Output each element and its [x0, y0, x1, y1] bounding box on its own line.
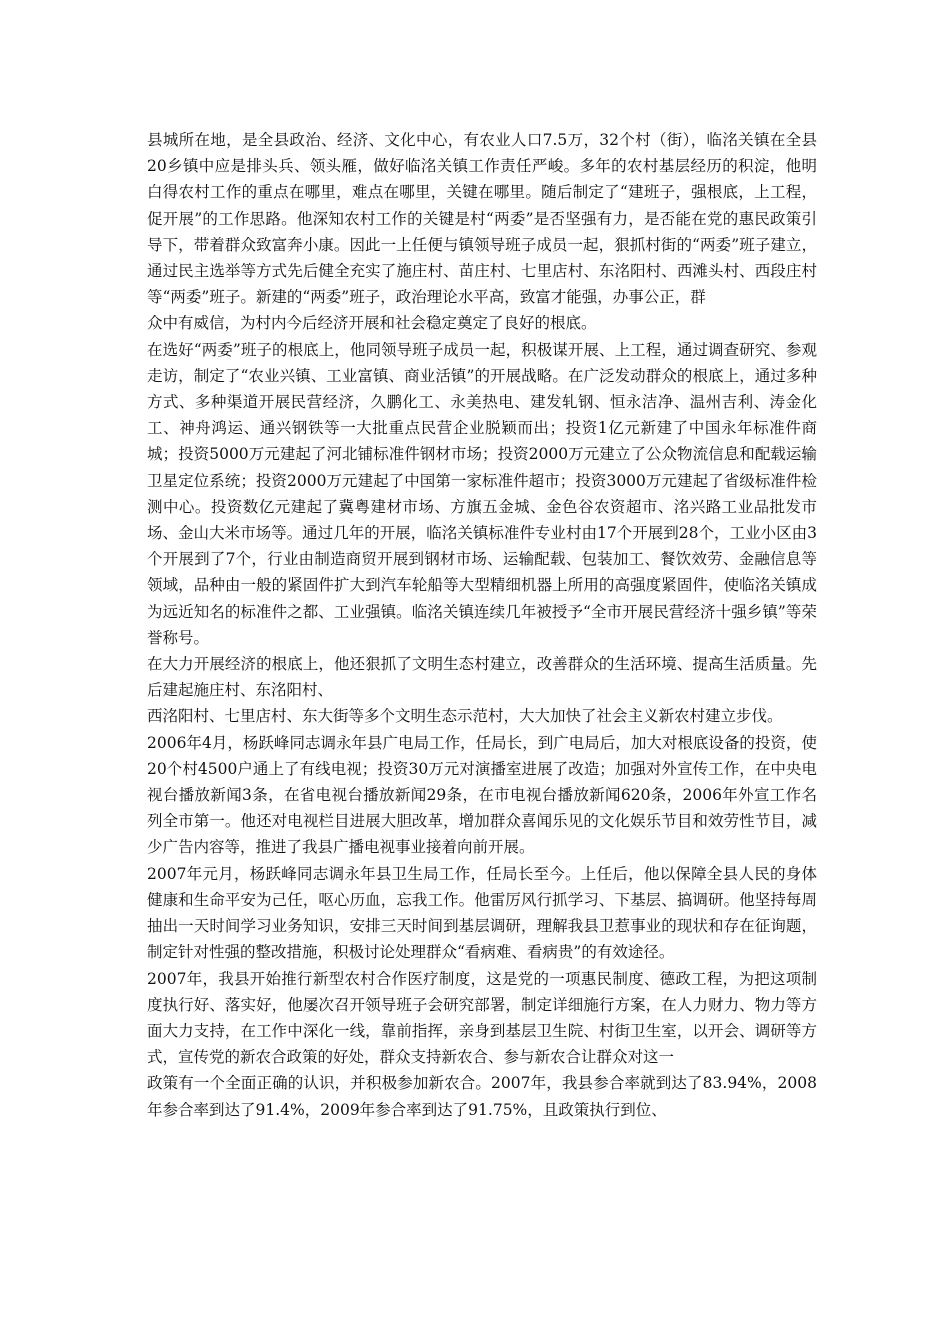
paragraph: 2007年，我县开始推行新型农村合作医疗制度，这是党的一项惠民制度、德政工程，为把这项制度执行好、落实好，他屡次召开领导班子会研究部署，制定详细施行方案，在人力财力、物力等方面大力支持，在工作中深化一线，靠前指挥，亲身到基层卫生院、村街卫生室，以开会、调研等方式，宣传党的新农合政策的好处，群众支持新农合、参与新农合让群众对这一	[147, 969, 817, 1067]
paragraph: 西洺阳村、七里店村、东大街等多个文明生态示范村，大大加快了社会主义新农村建立步伐。	[147, 707, 783, 726]
paragraph: 2007年元月，杨跃峰同志调永年县卫生局工作，任局长至今。上任后，他以保障全县人民的身体健康和生命平安为己任，呕心历血，忘我工作。他雷厉风行抓学习、下基层、搞调研。他坚持每周抽出一天时间学习业务知识，安排三天时间到基层调研，理解我县卫惹事业的现状和存在征询题，制定针对性强的整改措施，积极讨论处理群众“看病难、看病贵”的有效途径。	[147, 864, 817, 962]
paragraph: 在选好“两委”班子的根底上，他同领导班子成员一起，积极谋开展、上工程，通过调查研究、参观走访，制定了“农业兴镇、工业富镇、商业活镇”的开展战略。在广泛发动群众的根底上，通过多种方式、多种渠道开展民营经济，久鹏化工、永美热电、建发轧钢、恒永洁净、温州吉利、涛金化工、神舟鸿运、通兴钢铁等一大批重点民营企业脱颖而出；投资1亿元新建了中国永年标准件商城；投资5000万元建起了河北铺标准件钢材市场；投资2000万元建立了公众物流信息和配载运输卫星定位系统；投资2000万元建起了中国第一家标准件超市；投资3000万元建起了省级标准件检测中心。投资数亿元建起了冀粤建材市场、方旗五金城、金色谷农资超市、洺兴路工业品批发市场、金山大米市场等。通过几年的开展，临洺关镇标准件专业村由17个开展到28个，工业小区由3个开展到了7个，行业由制造商贸开展到钢材市场、运输配载、包装加工、餐饮效劳、金融信息等领域，品种由一般的紧固件扩大到汽车轮船等大型精细机器上所用的高强度紧固件，使临洺关镇成为远近知名的标准件之都、工业强镇。临洺关镇连续几年被授予“全市开展民营经济十强乡镇”等荣誉称号。	[147, 340, 817, 647]
paragraph: 政策有一个全面正确的认识，并积极参加新农合。2007年，我县参合率就到达了83.94%，2008年参合率到达了91.4%，2009年参合率到达了91.75%，且政策执行到位、	[147, 1074, 817, 1119]
paragraph: 县城所在地，是全县政治、经济、文化中心，有农业人口7.5万，32个村（街），临洺关镇在全县20乡镇中应是排头兵、领头雁，做好临洺关镇工作责任严峻。多年的农村基层经历的积淀，他明白得农村工作的重点在哪里，难点在哪里，关键在哪里。随后制定了“建班子，强根底，上工程，促开展”的工作思路。他深知农村工作的关键是村“两委”是否坚强有力，是否能在党的惠民政策引导下，带着群众致富奔小康。因此一上任便与镇领导班子成员一起，狠抓村街的“两委”班子建立，通过民主选举等方式先后健全充实了施庄村、苗庄村、七里店村、东洺阳村、西滩头村、西段庄村等“两委”班子。新建的“两委”班子，政治理论水平高，致富才能强，办事公正，群	[147, 131, 817, 307]
paragraph: 2006年4月，杨跃峰同志调永年县广电局工作，任局长，到广电局后，加大对根底设备的投资，使20个村4500户通上了有线电视；投资30万元对演播室进展了改造；加强对外宣传工作，在中央电视台播放新闻3条，在省电视台播放新闻29条，在市电视台播放新闻620条，2006年外宣工作名列全市第一。他还对电视栏目进展大胆改革，增加群众喜闻乐见的文化娱乐节目和效劳性节目，减少广告内容等，推进了我县广播电视事业接着向前开展。	[147, 733, 817, 857]
paragraph: 在大力开展经济的根底上，他还狠抓了文明生态村建立，改善群众的生活环境、提高生活质量。先后建起施庄村、东洺阳村、	[147, 655, 817, 700]
paragraph: 众中有威信，为村内今后经济开展和社会稳定奠定了良好的根底。	[147, 314, 597, 333]
document-body	[147, 127, 817, 1123]
